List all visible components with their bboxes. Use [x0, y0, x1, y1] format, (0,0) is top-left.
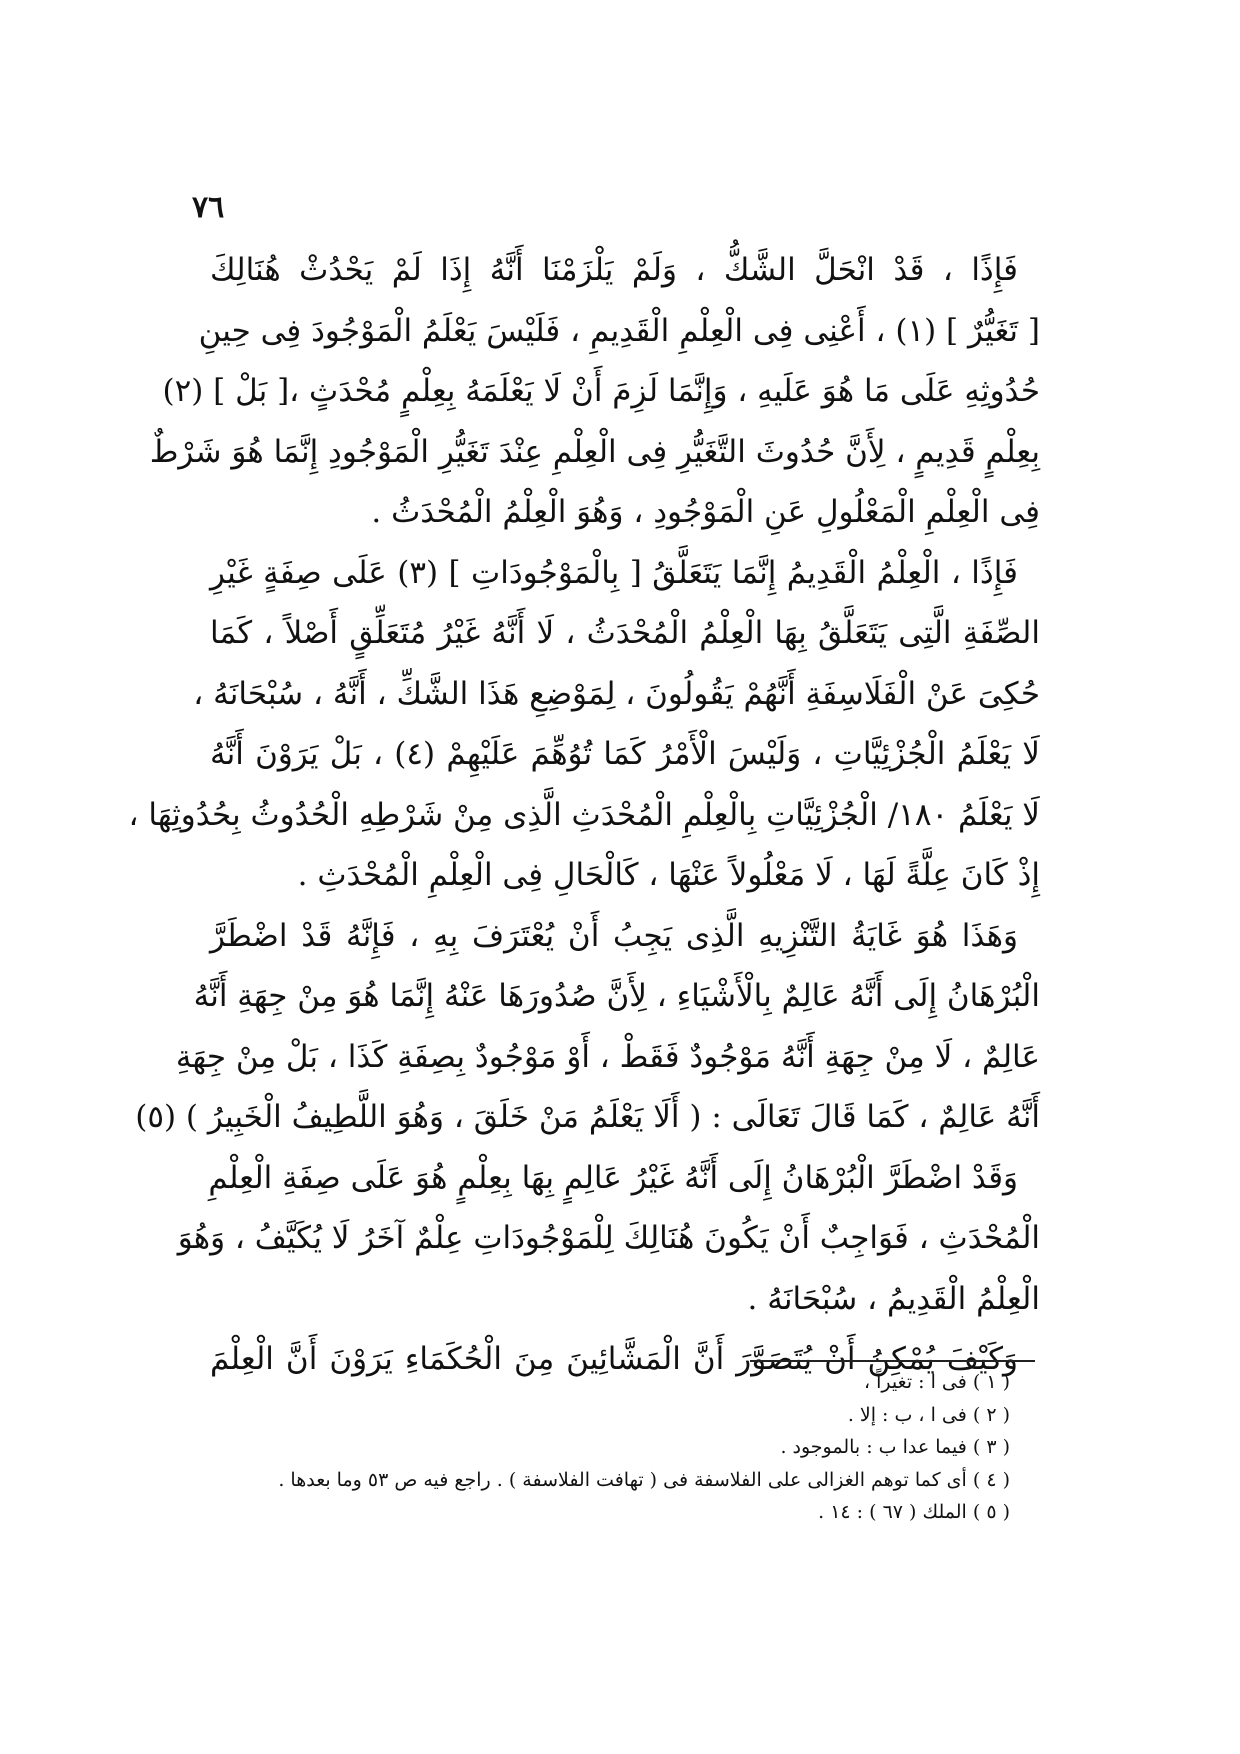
- text-line: الْبُرْهَانُ إِلَى أَنَّهُ عَالِمٌ بِالْأَشْيَاءِ ، لِأَنَّ صُدُورَهَا عَنْهُ إِنَّمَا هُوَ مِنْ جِهَةِ أَنَّهُ: [193, 978, 1040, 1014]
- text-line: فَإِذًا ، قَدْ انْحَلَّ الشَّكُّ ، وَلَمْ يَلْزَمْنَا أَنَّهُ إِذَا لَمْ يَحْدُثْ هُنَالِكَ: [210, 252, 1018, 288]
- footnote: ( ٤ ) أى كما توهم الغزالى على الفلاسفة فى ( تهافت الفلاسفة ) . راجع فيه ص ٥٣ وما بعدها .: [278, 1468, 1010, 1491]
- footnotes-block: [270, 1366, 1010, 1529]
- text-line: وَهَذَا هُوَ غَايَةُ التَّنْزِيهِ الَّذِى يَجِبُ أَنْ يُعْتَرَفَ بِهِ ، فَإِنَّهُ قَدْ اضْطَرَّ: [210, 917, 1018, 954]
- footnote: ( ١ ) فى ا : تغيراً ،: [863, 1371, 1010, 1393]
- main-text-block: [128, 240, 1040, 1390]
- text-line: [ تَغَيُّرٌ ] (١) ، أَعْنِى فِى الْعِلْمِ الْقَدِيمِ ، فَلَيْسَ يَعْلَمُ الْمَوْجُودَ فِى حِينِ: [198, 312, 1040, 349]
- footnote: ( ٣ ) فيما عدا ب : بالموجود .: [780, 1436, 1010, 1458]
- footnote: ( ٥ ) الملك ( ٦٧ ) : ١٤ .: [818, 1501, 1010, 1523]
- page-number: ٧٦: [192, 190, 225, 225]
- text-line: بِعِلْمٍ قَدِيمٍ ، لِأَنَّ حُدُوثَ التَّغَيُّرِ فِى الْعِلْمِ عِنْدَ تَغَيُّرِ الْمَوْجُودِ إِنَّمَا هُوَ شَرْطٌ: [149, 433, 1040, 470]
- text-line: إِذْ كَانَ عِلَّةً لَهَا ، لَا مَعْلُولاً عَنْهَا ، كَالْحَالِ فِى الْعِلْمِ الْمُحْدَثِ .: [297, 857, 1040, 893]
- text-line: أَنَّهُ عَالِمٌ ، كَمَا قَالَ تَعَالَى : ( أَلَا يَعْلَمُ مَنْ خَلَقَ ، وَهُوَ اللَّطِيفُ الْخَبِيرُ ) (٥): [135, 1099, 1040, 1135]
- footnote: ( ٢ ) فى ا ، ب : إلا .: [847, 1403, 1010, 1426]
- text-line: لَا يَعْلَمُ ١٨٠/ الْجُزْئِيَّاتِ بِالْعِلْمِ الْمُحْدَثِ الَّذِى مِنْ شَرْطِهِ الْحُدُوثُ بِحُدُوثِهَا ،: [128, 796, 1040, 833]
- text-line: حُدُوثِهِ عَلَى مَا هُوَ عَلَيهِ ، وَإِنَّمَا لَزِمَ أَنْ لَا يَعْلَمَهُ بِعِلْمٍ مُحْدَثٍ ،[ بَلْ ] (٢): [162, 373, 1040, 409]
- text-line: وَقَدْ اضْطَرَّ الْبُرْهَانُ إِلَى أَنَّهُ غَيْرُ عَالِمٍ بِهَا بِعِلْمٍ هُوَ عَلَى صِفَةِ الْعِلْمِ: [208, 1159, 1018, 1196]
- text-line: وَكَيْفَ يُمْكِنُ أَنْ يُتَصَوَّرَ أَنَّ الْمَشَّائِينَ مِنَ الْحُكَمَاءِ يَرَوْنَ أَنَّ الْعِلْمَ: [210, 1341, 1018, 1377]
- footnote-separator: [750, 1360, 1035, 1362]
- text-line: فَإِذًا ، الْعِلْمُ الْقَدِيمُ إِنَّمَا يَتَعَلَّقُ [ بِالْمَوْجُودَاتِ ] (٣) عَلَى صِفَةٍ غَيْرِ: [210, 554, 1018, 591]
- text-line: فِى الْعِلْمِ الْمَعْلُولِ عَنِ الْمَوْجُودِ ، وَهُوَ الْعِلْمُ الْمُحْدَثُ .: [371, 494, 1040, 530]
- text-line: عَالِمٌ ، لَا مِنْ جِهَةِ أَنَّهُ مَوْجُودٌ فَقَطْ ، أَوْ مَوْجُودٌ بِصِفَةِ كَذَا ، بَلْ مِنْ جِهَةِ: [175, 1038, 1040, 1075]
- text-line: لَا يَعْلَمُ الْجُزْئِيَّاتِ ، وَلَيْسَ الْأَمْرُ كَمَا تُوُهِّمَ عَلَيْهِمْ (٤) ، بَلْ يَرَوْنَ أَنَّهُ: [210, 736, 1040, 772]
- text-line: حُكِىَ عَنْ الْفَلَاسِفَةِ أَنَّهُمْ يَقُولُونَ ، لِمَوْضِعِ هَذَا الشَّكِّ ، أَنَّهُ ، سُبْحَانَهُ ،: [193, 675, 1040, 712]
- text-line: الْعِلْمُ الْقَدِيمُ ، سُبْحَانَهُ .: [747, 1280, 1040, 1317]
- text-line: الْمُحْدَثِ ، فَوَاجِبٌ أَنْ يَكُونَ هُنَالِكَ لِلْمَوْجُودَاتِ عِلْمٌ آخَرُ لَا يُكَيَّفُ ، وَهُوَ: [177, 1220, 1040, 1256]
- text-line: الصِّفَةِ الَّتِى يَتَعَلَّقُ بِهَا الْعِلْمُ الْمُحْدَثُ ، لَا أَنَّهُ غَيْرُ مُتَعَلِّقٍ أَصْلاً ، كَمَا: [210, 615, 1040, 651]
